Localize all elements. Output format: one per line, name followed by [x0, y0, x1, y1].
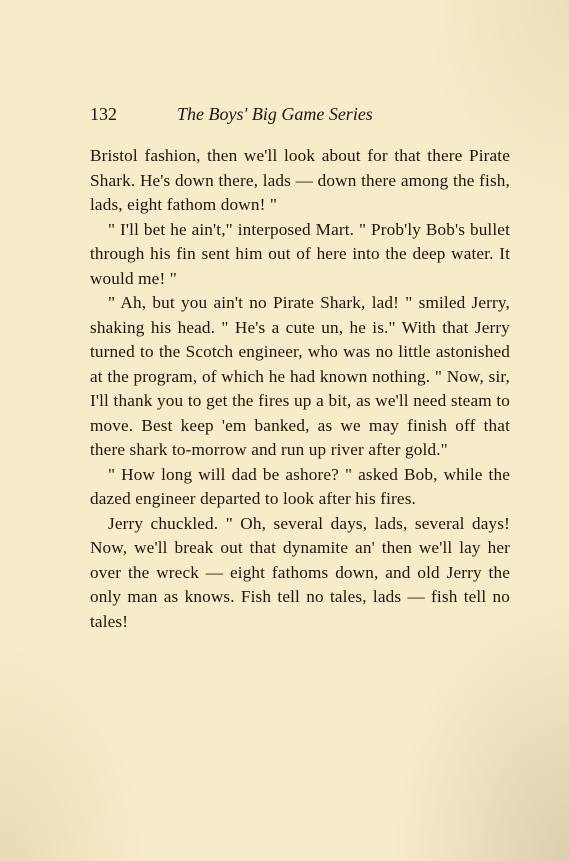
page-number: 132 [90, 104, 117, 124]
paragraph: " How long will dad be ashore? " asked Bob, while the dazed engineer departed to look after his fires. [90, 464, 510, 508]
running-title: The Boys' Big Game Series [177, 104, 373, 124]
paragraph: " I'll bet he ain't," interposed Mart. " Prob'ly Bob's bullet through his fin sent him out of here into the deep water. It would me! " [90, 219, 510, 288]
paragraph: Bristol fashion, then we'll look about for that there Pirate Shark. He's down there, lads — down there among the fish, lads, eight fathom down! " [90, 146, 510, 214]
paragraph: Jerry chuckled. " Oh, several days, lads, several days! Now, we'll break out that dynamite an' then we'll lay her over the wreck — eight fathoms down, and old Jerry the only man as knows. Fish tell no tales, lads — fish tell no tales! [90, 513, 510, 631]
paragraph: " Ah, but you ain't no Pirate Shark, lad! " smiled Jerry, shaking his head. " He's a cute un, he is." With that Jerry turned to the Scotch engineer, who was no little astonished at the program, of which he had known nothing. " Now, sir, I'll thank you to get the fires up a bit, as we'll need steam to move. Best keep 'em banked, as we may finish off that there shark to-morrow and run up river after gold." [90, 293, 510, 459]
body-text [90, 144, 510, 634]
page-header [90, 104, 430, 130]
